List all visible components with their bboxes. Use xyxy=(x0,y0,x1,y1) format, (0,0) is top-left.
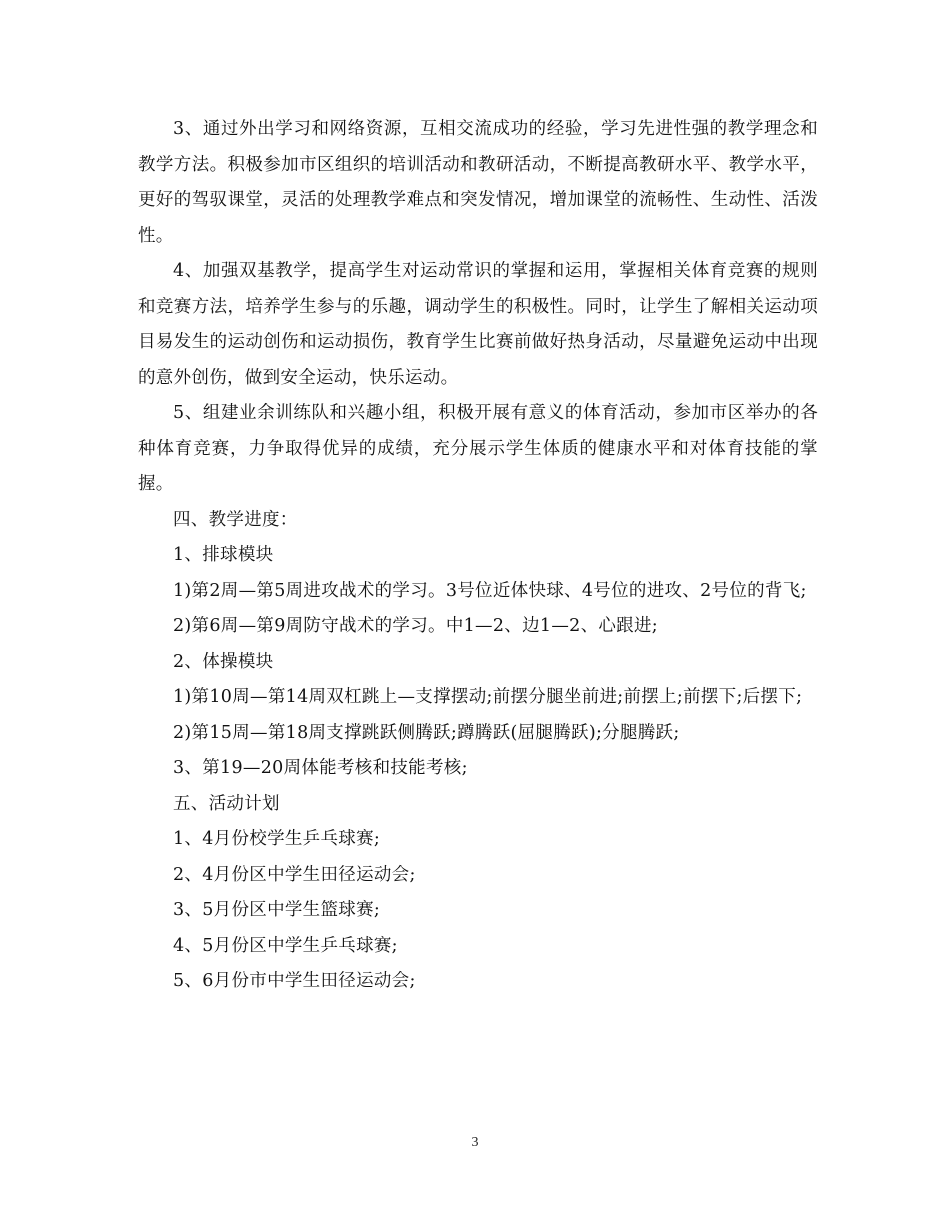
paragraph-training-team: 5、组建业余训练队和兴趣小组，积极开展有意义的体育活动，参加市区举办的各种体育竞赛，力争取得优异的成绩，充分展示学生体质的健康水平和对体育技能的掌握。 xyxy=(138,403,818,494)
paragraph-basic-skills: 4、加强双基教学，提高学生对运动常识的掌握和运用，掌握相关体育竞赛的规则和竞赛方法，培养学生参与的乐趣，调动学生的积极性。同时，让学生了解相关运动项目易发生的运动创伤和运动损伤，教育学生比赛前做好热身活动，尽量避免运动中出现的意外创伤，做到安全运动，快乐运动。 xyxy=(138,261,818,388)
list-item-gymnastics-2: 2)第15周—第18周支撑跳跃侧腾跃;蹲腾跃(屈腿腾跃);分腿腾跃; xyxy=(173,722,680,743)
list-item-activity-5: 5、6月份市中学生田径运动会; xyxy=(173,971,416,991)
subheading-volleyball-module: 1、排球模块 xyxy=(173,545,274,565)
list-item-volleyball-2: 2)第6周—第9周防守战术的学习。中1—2、边1—2、心跟进; xyxy=(173,616,658,636)
heading-teaching-progress: 四、教学进度： xyxy=(173,509,298,530)
page-number: 3 xyxy=(471,1135,479,1150)
document-body xyxy=(138,112,818,1000)
list-item-volleyball-1: 1)第2周—第5周进攻战术的学习。3号位近体快球、4号位的进攻、2号位的背飞; xyxy=(173,580,807,601)
list-item-activity-4: 4、5月份区中学生乒乓球赛; xyxy=(173,935,398,956)
heading-activity-plan: 五、活动计划 xyxy=(173,793,280,814)
list-item-activity-3: 3、5月份区中学生篮球赛; xyxy=(173,900,381,920)
paragraph-teaching-methods: 3、通过外出学习和网络资源，互相交流成功的经验，学习先进性强的教学理念和教学方法。积极参加市区组织的培训活动和教研活动，不断提高教研水平、教学水平，更好的驾驭课堂，灵活的处理教学难点和突发情况，增加课堂的流畅性、生动性、活泼性。 xyxy=(138,119,818,246)
list-item-activity-1: 1、4月份校学生乒乓球赛; xyxy=(173,829,381,849)
subheading-gymnastics-module: 2、体操模块 xyxy=(173,651,274,672)
list-item-assessment: 3、第19—20周体能考核和技能考核; xyxy=(173,758,468,778)
list-item-activity-2: 2、4月份区中学生田径运动会; xyxy=(173,864,416,885)
list-item-gymnastics-1: 1)第10周—第14周双杠跳上—支撑摆动;前摆分腿坐前进;前摆上;前摆下;后摆下; xyxy=(173,687,803,707)
